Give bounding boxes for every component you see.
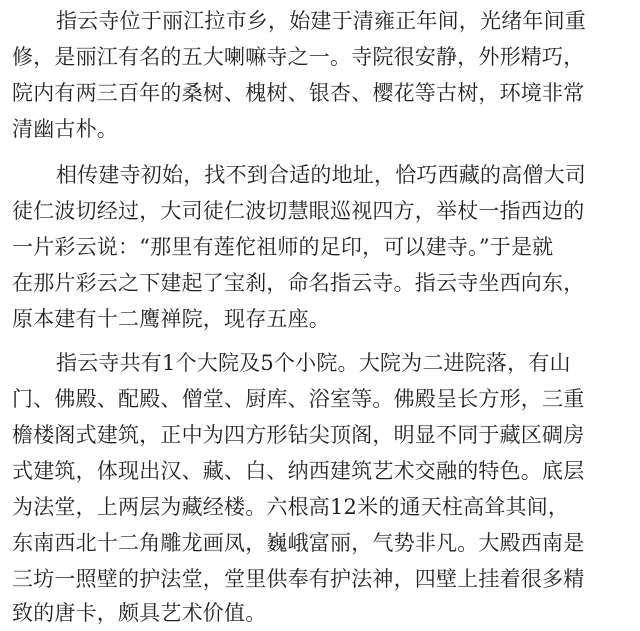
- text-line: 致的唐卡，颇具艺术价值。: [12, 601, 267, 625]
- text-line: 指云寺共有1个大院及5个小院。大院为二进院落，有山: [56, 351, 571, 375]
- text-line: 院内有两三百年的桑树、槐树、银杏、樱花等古树，环境非常: [12, 81, 585, 105]
- text-line: 修，是丽江有名的五大喇嘛寺之一。寺院很安静，外形精巧，: [12, 45, 585, 69]
- text-line: 原本建有十二鹰禅院，现存五座。: [12, 307, 330, 331]
- text-line: 为法堂，上两层为藏经楼。六根高12米的通天柱高耸其间，: [12, 495, 570, 519]
- text-line: 门、佛殿、配殿、僧堂、厨库、浴室等。佛殿呈长方形，三重: [12, 387, 585, 411]
- text-line: 东南西北十二角雕龙画凤，巍峨富丽，气势非凡。大殿西南是: [12, 531, 585, 555]
- text-line: 三坊一照壁的护法堂，堂里供奉有护法神，四壁上挂着很多精: [12, 567, 585, 591]
- text-line: 徒仁波切经过，大司徒仁波切慧眼巡视四方，举杖一指西边的: [12, 199, 585, 223]
- text-line: 一片彩云说：“那里有莲佗祖师的足印，可以建寺。”于是就: [12, 235, 554, 259]
- text-line: 式建筑，体现出汉、藏、白、纳西建筑艺术交融的特色。底层: [12, 459, 585, 483]
- text-line: 相传建寺初始，找不到合适的地址，恰巧西藏的高僧大司: [56, 163, 586, 187]
- text-line: 指云寺位于丽江拉市乡，始建于清雍正年间，光绪年间重: [56, 9, 586, 33]
- text-line: 檐楼阁式建筑，正中为四方形钻尖顶阁，明显不同于藏区碉房: [12, 423, 585, 447]
- text-line: 清幽古朴。: [12, 117, 118, 141]
- text-line: 在那片彩云之下建起了宝刹，命名指云寺。指云寺坐西向东，: [12, 271, 585, 295]
